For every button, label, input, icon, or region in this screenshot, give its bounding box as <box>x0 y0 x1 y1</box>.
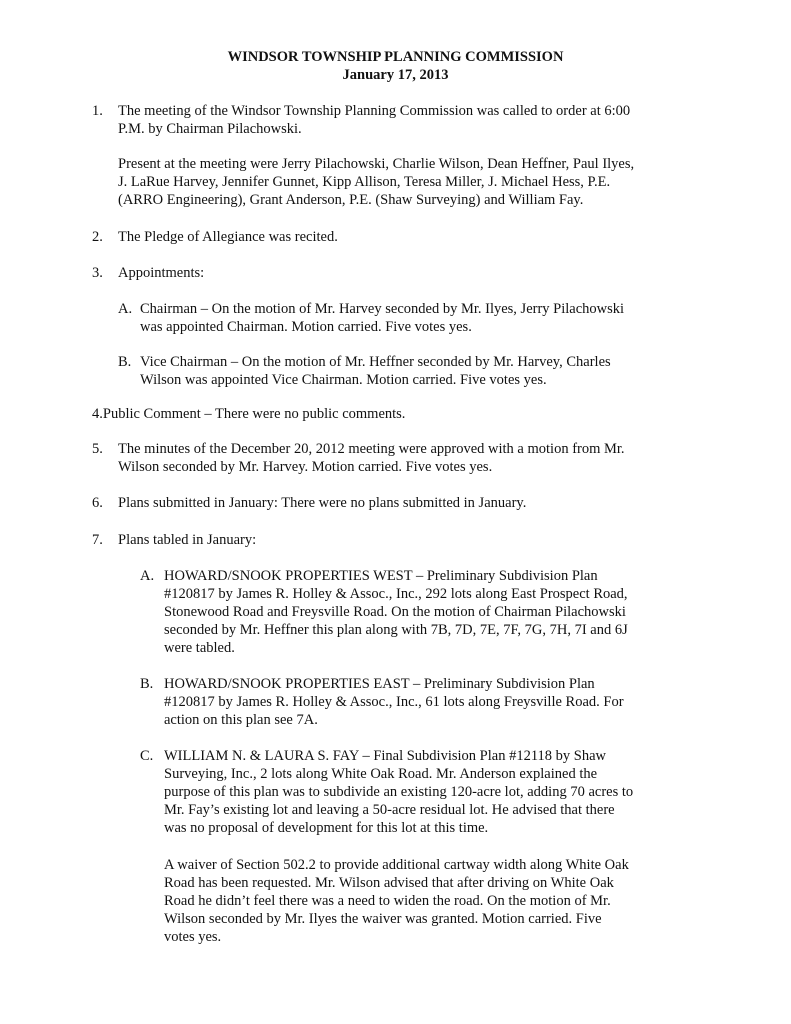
item-7c-line: purpose of this plan was to subdivide an existing 120-acre lot, adding 70 acres to <box>164 784 634 800</box>
item-2-text: The Pledge of Allegiance was recited. <box>118 229 338 245</box>
document-date: January 17, 2013 <box>342 67 449 83</box>
item-7c-line: WILLIAM N. & LAURA S. FAY – Final Subdivision Plan #12118 by Shaw <box>164 748 607 764</box>
item-7-number: 7. <box>92 532 103 548</box>
item-7b-line: action on this plan see 7A. <box>164 712 318 728</box>
item-7c-para2-line: votes yes. <box>164 929 222 945</box>
item-7c-para2-line: Road has been requested. Mr. Wilson advised that after driving on White Oak <box>164 875 614 891</box>
item-7c-line: Mr. Fay’s existing lot and leaving a 50-acre residual lot. He advised that there <box>164 802 615 818</box>
item-7b-line: #120817 by James R. Holley & Assoc., Inc., 61 lots along Freysville Road. For <box>164 694 624 710</box>
item-3b-line: Wilson was appointed Vice Chairman. Motion carried. Five votes yes. <box>140 372 547 388</box>
item-7a-line: were tabled. <box>164 640 235 656</box>
item-3b-line: Vice Chairman – On the motion of Mr. Heffner seconded by Mr. Harvey, Charles <box>140 354 611 370</box>
item-3-text: Appointments: <box>118 265 205 281</box>
item-7a-line: seconded by Mr. Heffner this plan along with 7B, 7D, 7E, 7F, 7G, 7H, 7I and 6J <box>164 622 628 638</box>
document-title: WINDSOR TOWNSHIP PLANNING COMMISSION <box>227 49 564 65</box>
item-4-text: 4.Public Comment – There were no public comments. <box>92 406 406 422</box>
item-6-number: 6. <box>92 495 103 511</box>
item-5-number: 5. <box>92 441 103 457</box>
item-1-line: P.M. by Chairman Pilachowski. <box>118 121 302 137</box>
item-7a-line: #120817 by James R. Holley & Assoc., Inc., 292 lots along East Prospect Road, <box>164 586 628 602</box>
item-1-number: 1. <box>92 103 103 119</box>
item-3b-label: B. <box>118 354 132 370</box>
item-3-number: 3. <box>92 265 103 281</box>
item-7a-label: A. <box>140 568 155 584</box>
item-7a-line: Stonewood Road and Freysville Road. On the motion of Chairman Pilachowski <box>164 604 626 620</box>
item-3a-line: was appointed Chairman. Motion carried. Five votes yes. <box>140 319 472 335</box>
item-7c-para2-line: Road he didn’t feel there was a need to widen the road. On the motion of Mr. <box>164 893 611 909</box>
item-7a-line: HOWARD/SNOOK PROPERTIES WEST – Preliminary Subdivision Plan <box>164 568 598 584</box>
item-1-line: The meeting of the Windsor Township Planning Commission was called to order at 6:00 <box>118 103 631 119</box>
item-7c-line: Surveying, Inc., 2 lots along White Oak Road. Mr. Anderson explained the <box>164 766 598 782</box>
item-3a-label: A. <box>118 301 133 317</box>
attendees-line: (ARRO Engineering), Grant Anderson, P.E. (Shaw Surveying) and William Fay. <box>118 192 584 208</box>
attendees-line: J. LaRue Harvey, Jennifer Gunnet, Kipp Allison, Teresa Miller, J. Michael Hess, P.E. <box>118 174 611 190</box>
item-2-number: 2. <box>92 229 103 245</box>
item-7c-label: C. <box>140 748 154 764</box>
item-7c-para2-line: Wilson seconded by Mr. Ilyes the waiver was granted. Motion carried. Five <box>164 911 602 927</box>
item-7c-para2-line: A waiver of Section 502.2 to provide additional cartway width along White Oak <box>164 857 629 873</box>
item-7b-line: HOWARD/SNOOK PROPERTIES EAST – Preliminary Subdivision Plan <box>164 676 595 692</box>
item-7b-label: B. <box>140 676 154 692</box>
item-7-text: Plans tabled in January: <box>118 532 257 548</box>
item-7c-line: was no proposal of development for this lot at this time. <box>164 820 489 836</box>
item-6-text: Plans submitted in January: There were no plans submitted in January. <box>118 495 527 511</box>
item-5-line: Wilson seconded by Mr. Harvey. Motion carried. Five votes yes. <box>118 459 493 475</box>
attendees-line: Present at the meeting were Jerry Pilachowski, Charlie Wilson, Dean Heffner, Paul Ilyes, <box>118 156 635 172</box>
item-5-line: The minutes of the December 20, 2012 meeting were approved with a motion from Mr. <box>118 441 625 457</box>
item-3a-line: Chairman – On the motion of Mr. Harvey seconded by Mr. Ilyes, Jerry Pilachowski <box>140 301 625 317</box>
